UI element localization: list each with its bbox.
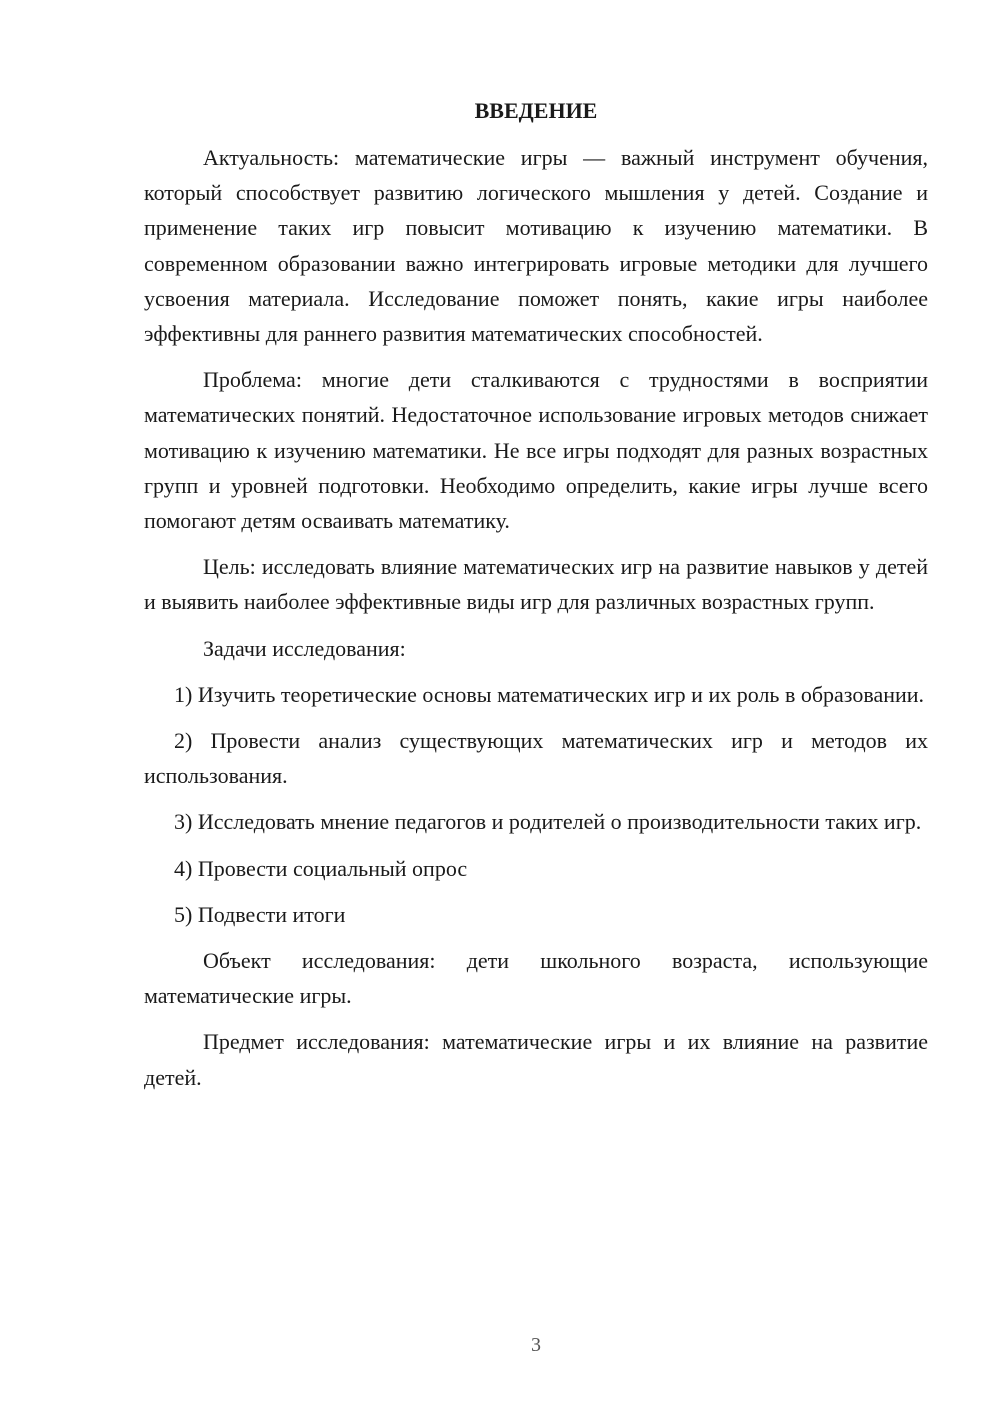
- tasks-heading: Задачи исследования:: [203, 635, 406, 661]
- page-number: 3: [531, 1334, 541, 1356]
- subject-paragraph: Предмет исследования: математические игры и их влияние на развитие детей.: [144, 1029, 928, 1090]
- task-item-1: 1) Изучить теоретические основы математических игр и их роль в образовании.: [174, 681, 925, 707]
- goal-paragraph: Цель: исследовать влияние математических игр на развитие навыков у детей и выявить наиболее эффективные виды игр для различных возрастных групп.: [144, 554, 928, 615]
- task-item-2: 2) Провести анализ существующих математических игр и методов их использования.: [144, 728, 928, 789]
- task-item-4: 4) Провести социальный опрос: [174, 855, 468, 881]
- problem-paragraph: Проблема: многие дети сталкиваются с трудностями в восприятии математических понятий. Недостаточное использование игровых методов снижает мотивацию к изучению математики. Не все игры подходят для разных возрастных групп и уровней подготовки. Необходимо определить, какие игры лучше всего помогают детям осваивать математику.: [144, 367, 928, 534]
- task-item-3: 3) Исследовать мнение педагогов и родителей о производительности таких игр.: [174, 809, 922, 835]
- object-paragraph: Объект исследования: дети школьного возраста, использующие математические игры.: [144, 948, 928, 1009]
- relevance-paragraph: Актуальность: математические игры — важный инструмент обучения, который способствует развитию логического мышления у детей. Создание и применение таких игр повысит мотивацию к изучению математики. В современном образовании важно интегрировать игровые методики для лучшего усвоения материала. Исследование поможет понять, какие игры наиболее эффективны для раннего развития математических способностей.: [144, 145, 928, 347]
- section-title: ВВЕДЕНИЕ: [474, 98, 598, 123]
- page-content: [144, 93, 928, 1095]
- task-item-5: 5) Подвести итоги: [174, 901, 346, 927]
